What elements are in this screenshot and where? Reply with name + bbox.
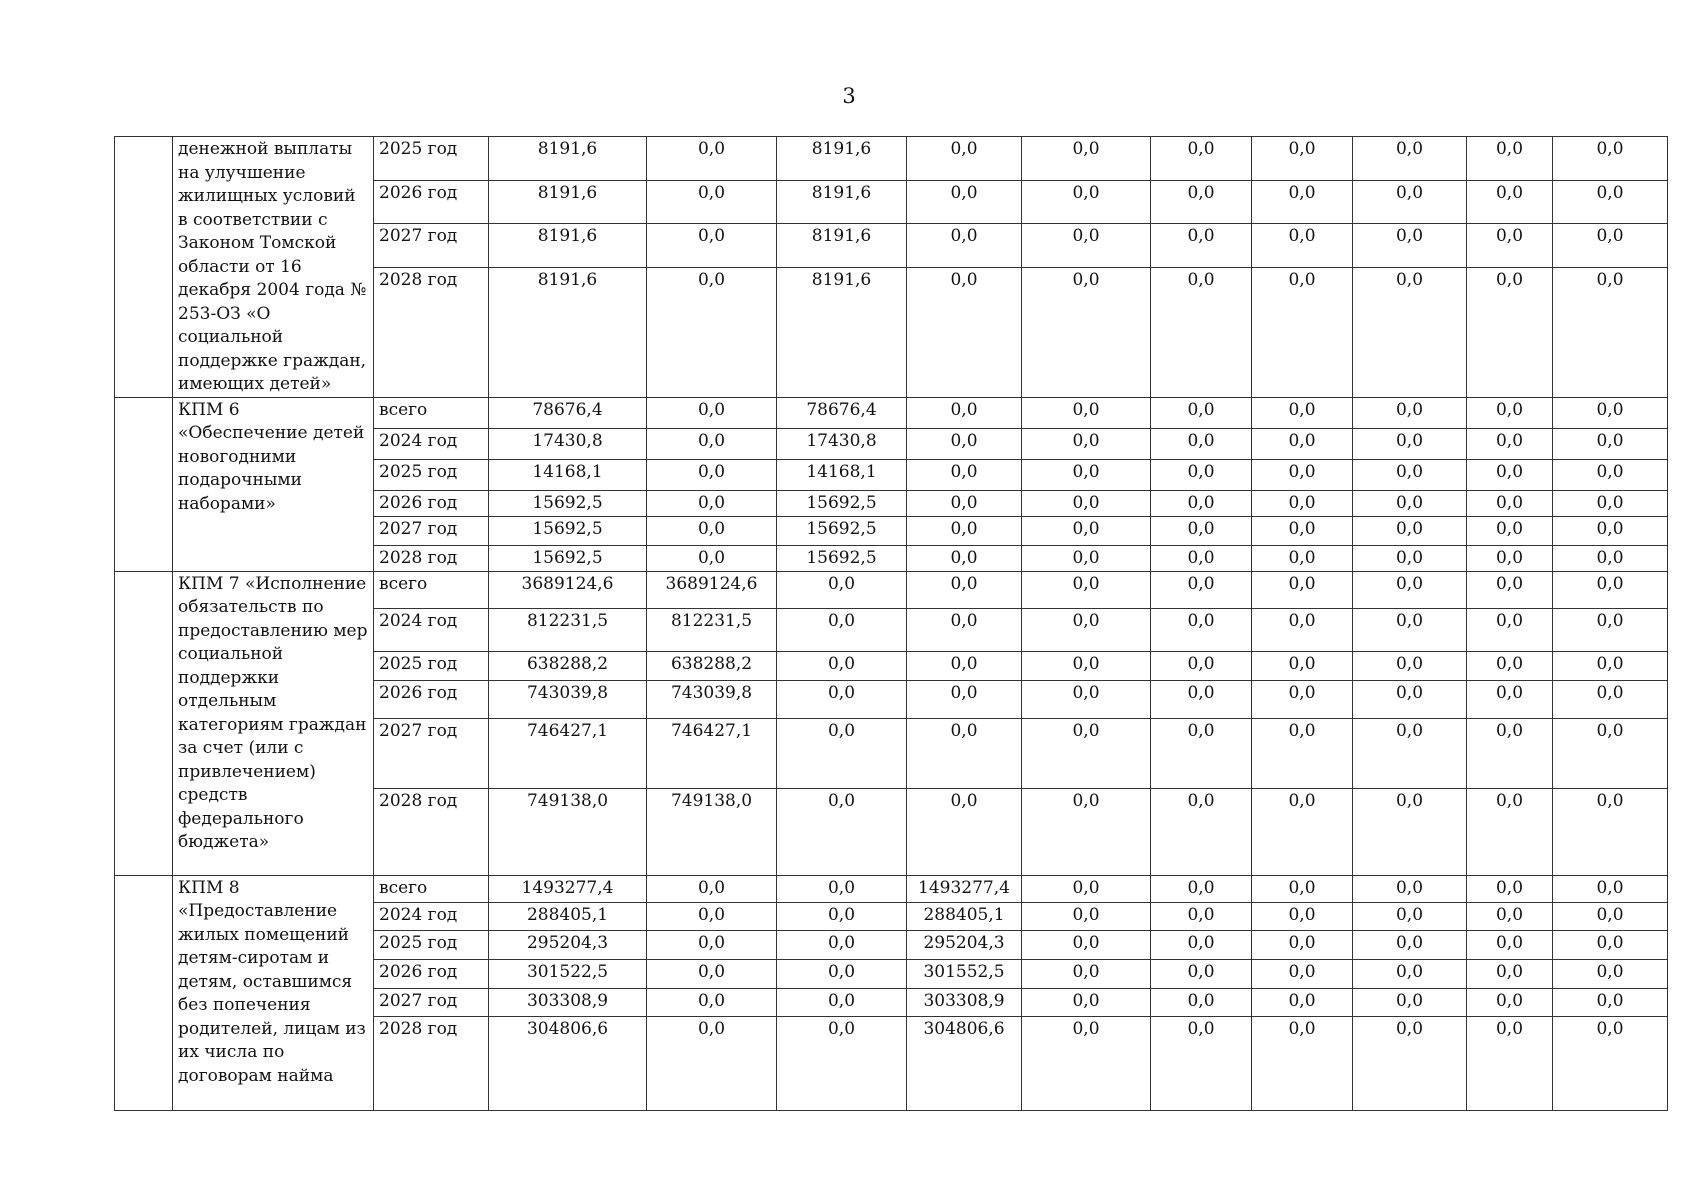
value-cell: 0,0	[1467, 571, 1553, 608]
program-name-cell: КПМ 7 «Исполнение обязательств по предоставлению мер социальной поддержки отдельным категориям граждан за счет (или с привлечением) средств федерального бюджета»	[173, 571, 374, 875]
value-cell: 0,0	[1467, 459, 1553, 490]
value-cell: 0,0	[1553, 930, 1668, 959]
period-cell: 2026 год	[374, 490, 489, 516]
period-cell: 2026 год	[374, 180, 489, 224]
value-cell: 746427,1	[489, 718, 647, 788]
value-cell: 0,0	[1553, 1016, 1668, 1110]
value-cell: 0,0	[1467, 267, 1553, 397]
value-cell: 0,0	[1553, 428, 1668, 459]
period-cell: 2025 год	[374, 930, 489, 959]
value-cell: 0,0	[1151, 959, 1252, 988]
value-cell: 8191,6	[489, 137, 647, 181]
value-cell: 0,0	[1022, 608, 1151, 651]
period-cell: 2027 год	[374, 718, 489, 788]
value-cell: 0,0	[1252, 490, 1353, 516]
value-cell: 0,0	[777, 680, 907, 718]
value-cell: 638288,2	[489, 651, 647, 680]
value-cell: 0,0	[1151, 459, 1252, 490]
value-cell: 0,0	[1467, 180, 1553, 224]
period-cell: 2028 год	[374, 267, 489, 397]
value-cell: 15692,5	[489, 545, 647, 571]
value-cell: 0,0	[1467, 718, 1553, 788]
value-cell: 301552,5	[907, 959, 1022, 988]
value-cell: 0,0	[1353, 902, 1467, 930]
value-cell: 0,0	[1353, 137, 1467, 181]
value-cell: 0,0	[647, 959, 777, 988]
value-cell: 0,0	[647, 137, 777, 181]
period-cell: 2025 год	[374, 651, 489, 680]
value-cell: 0,0	[1553, 875, 1668, 902]
program-name-cell: денежной выплаты на улучшение жилищных условий в соответствии с Законом Томской области от 16 декабря 2004 года № 253-ОЗ «О социальной поддержке граждан, имеющих детей»	[173, 137, 374, 398]
page-number: 3	[842, 84, 856, 108]
value-cell: 0,0	[1022, 988, 1151, 1016]
value-cell: 0,0	[907, 545, 1022, 571]
value-cell: 0,0	[1353, 224, 1467, 268]
value-cell: 0,0	[1353, 428, 1467, 459]
value-cell: 0,0	[1553, 180, 1668, 224]
value-cell: 304806,6	[907, 1016, 1022, 1110]
period-cell: 2028 год	[374, 788, 489, 875]
value-cell: 3689124,6	[647, 571, 777, 608]
value-cell: 0,0	[1467, 516, 1553, 545]
value-cell: 0,0	[647, 516, 777, 545]
value-cell: 0,0	[1151, 680, 1252, 718]
value-cell: 8191,6	[777, 224, 907, 268]
value-cell: 0,0	[1022, 224, 1151, 268]
value-cell: 0,0	[1151, 930, 1252, 959]
value-cell: 0,0	[647, 267, 777, 397]
value-cell: 0,0	[1151, 545, 1252, 571]
value-cell: 0,0	[1151, 988, 1252, 1016]
value-cell: 0,0	[1022, 959, 1151, 988]
value-cell: 17430,8	[777, 428, 907, 459]
value-cell: 0,0	[1467, 224, 1553, 268]
value-cell: 0,0	[1467, 397, 1553, 428]
value-cell: 0,0	[1151, 875, 1252, 902]
value-cell: 0,0	[1252, 397, 1353, 428]
value-cell: 0,0	[647, 428, 777, 459]
value-cell: 0,0	[1022, 516, 1151, 545]
value-cell: 0,0	[1553, 516, 1668, 545]
value-cell: 304806,6	[489, 1016, 647, 1110]
value-cell: 0,0	[1353, 397, 1467, 428]
program-name-cell: КПМ 8 «Предоставление жилых помещений детям-сиротам и детям, оставшимся без попечения родителей, лицам из их числа по договорам найма	[173, 875, 374, 1110]
value-cell: 295204,3	[907, 930, 1022, 959]
value-cell: 0,0	[1022, 1016, 1151, 1110]
value-cell: 0,0	[1151, 608, 1252, 651]
value-cell: 0,0	[647, 490, 777, 516]
value-cell: 0,0	[1252, 959, 1353, 988]
value-cell: 638288,2	[647, 651, 777, 680]
value-cell: 78676,4	[777, 397, 907, 428]
value-cell: 0,0	[1467, 875, 1553, 902]
value-cell: 0,0	[1553, 988, 1668, 1016]
value-cell: 0,0	[1467, 902, 1553, 930]
value-cell: 0,0	[1252, 608, 1353, 651]
value-cell: 15692,5	[777, 545, 907, 571]
value-cell: 0,0	[1151, 788, 1252, 875]
value-cell: 288405,1	[907, 902, 1022, 930]
row-number-cell	[115, 875, 173, 1110]
value-cell: 0,0	[1151, 137, 1252, 181]
value-cell: 0,0	[1151, 902, 1252, 930]
value-cell: 0,0	[1467, 959, 1553, 988]
value-cell: 0,0	[1353, 608, 1467, 651]
value-cell: 0,0	[647, 545, 777, 571]
value-cell: 0,0	[1022, 545, 1151, 571]
value-cell: 0,0	[1151, 490, 1252, 516]
value-cell: 0,0	[647, 875, 777, 902]
value-cell: 0,0	[1553, 788, 1668, 875]
value-cell: 0,0	[1022, 571, 1151, 608]
value-cell: 0,0	[777, 875, 907, 902]
value-cell: 0,0	[1022, 651, 1151, 680]
value-cell: 14168,1	[489, 459, 647, 490]
value-cell: 0,0	[1467, 137, 1553, 181]
value-cell: 0,0	[1252, 516, 1353, 545]
value-cell: 0,0	[1467, 788, 1553, 875]
period-cell: 2028 год	[374, 1016, 489, 1110]
value-cell: 0,0	[1022, 397, 1151, 428]
value-cell: 0,0	[1553, 267, 1668, 397]
value-cell: 0,0	[1467, 608, 1553, 651]
value-cell: 0,0	[777, 988, 907, 1016]
value-cell: 0,0	[1553, 224, 1668, 268]
value-cell: 0,0	[1022, 459, 1151, 490]
value-cell: 1493277,4	[489, 875, 647, 902]
period-cell: 2027 год	[374, 516, 489, 545]
value-cell: 295204,3	[489, 930, 647, 959]
table-row	[115, 397, 1668, 428]
value-cell: 0,0	[1252, 267, 1353, 397]
value-cell: 0,0	[1151, 718, 1252, 788]
value-cell: 0,0	[647, 902, 777, 930]
value-cell: 0,0	[1252, 224, 1353, 268]
value-cell: 0,0	[1353, 930, 1467, 959]
value-cell: 0,0	[1252, 902, 1353, 930]
value-cell: 1493277,4	[907, 875, 1022, 902]
value-cell: 0,0	[1252, 428, 1353, 459]
value-cell: 301522,5	[489, 959, 647, 988]
value-cell: 0,0	[1252, 788, 1353, 875]
value-cell: 0,0	[1553, 651, 1668, 680]
value-cell: 0,0	[1151, 428, 1252, 459]
period-cell: 2024 год	[374, 428, 489, 459]
value-cell: 0,0	[777, 930, 907, 959]
value-cell: 749138,0	[489, 788, 647, 875]
value-cell: 0,0	[1353, 959, 1467, 988]
value-cell: 0,0	[1151, 224, 1252, 268]
value-cell: 0,0	[1252, 180, 1353, 224]
value-cell: 0,0	[1151, 571, 1252, 608]
value-cell: 812231,5	[489, 608, 647, 651]
value-cell: 0,0	[1467, 930, 1553, 959]
value-cell: 0,0	[1252, 651, 1353, 680]
value-cell: 0,0	[1353, 180, 1467, 224]
value-cell: 15692,5	[489, 490, 647, 516]
value-cell: 0,0	[907, 459, 1022, 490]
value-cell: 0,0	[1553, 490, 1668, 516]
period-cell: 2024 год	[374, 608, 489, 651]
period-cell: 2024 год	[374, 902, 489, 930]
value-cell: 0,0	[907, 718, 1022, 788]
value-cell: 0,0	[1022, 718, 1151, 788]
value-cell: 78676,4	[489, 397, 647, 428]
row-number-cell	[115, 571, 173, 875]
value-cell: 8191,6	[777, 267, 907, 397]
value-cell: 303308,9	[907, 988, 1022, 1016]
value-cell: 15692,5	[777, 490, 907, 516]
table-row	[115, 571, 1668, 608]
value-cell: 0,0	[1353, 571, 1467, 608]
value-cell: 0,0	[1151, 267, 1252, 397]
value-cell: 0,0	[647, 180, 777, 224]
value-cell: 0,0	[777, 959, 907, 988]
value-cell: 0,0	[1553, 137, 1668, 181]
value-cell: 0,0	[1022, 267, 1151, 397]
value-cell: 0,0	[647, 1016, 777, 1110]
value-cell: 0,0	[777, 651, 907, 680]
value-cell: 0,0	[1353, 490, 1467, 516]
period-cell: 2025 год	[374, 459, 489, 490]
value-cell: 0,0	[1252, 930, 1353, 959]
value-cell: 288405,1	[489, 902, 647, 930]
value-cell: 0,0	[647, 459, 777, 490]
value-cell: 0,0	[777, 1016, 907, 1110]
period-cell: всего	[374, 571, 489, 608]
value-cell: 0,0	[647, 397, 777, 428]
value-cell: 0,0	[647, 988, 777, 1016]
period-cell: 2026 год	[374, 959, 489, 988]
value-cell: 0,0	[1553, 902, 1668, 930]
value-cell: 3689124,6	[489, 571, 647, 608]
value-cell: 0,0	[1467, 651, 1553, 680]
value-cell: 8191,6	[489, 180, 647, 224]
period-cell: всего	[374, 875, 489, 902]
value-cell: 0,0	[1022, 180, 1151, 224]
period-cell: 2025 год	[374, 137, 489, 181]
table-row	[115, 137, 1668, 181]
value-cell: 749138,0	[647, 788, 777, 875]
value-cell: 0,0	[1467, 988, 1553, 1016]
budget-table	[114, 136, 1668, 1111]
value-cell: 0,0	[1467, 680, 1553, 718]
value-cell: 0,0	[1151, 180, 1252, 224]
value-cell: 0,0	[1553, 680, 1668, 718]
value-cell: 0,0	[1467, 428, 1553, 459]
value-cell: 0,0	[1252, 137, 1353, 181]
value-cell: 0,0	[1022, 490, 1151, 516]
value-cell: 8191,6	[777, 137, 907, 181]
value-cell: 0,0	[907, 267, 1022, 397]
value-cell: 0,0	[1353, 651, 1467, 680]
value-cell: 0,0	[1022, 902, 1151, 930]
value-cell: 15692,5	[489, 516, 647, 545]
value-cell: 0,0	[1353, 516, 1467, 545]
value-cell: 0,0	[907, 428, 1022, 459]
value-cell: 0,0	[647, 224, 777, 268]
value-cell: 303308,9	[489, 988, 647, 1016]
value-cell: 0,0	[777, 788, 907, 875]
value-cell: 0,0	[907, 490, 1022, 516]
value-cell: 0,0	[1252, 875, 1353, 902]
value-cell: 0,0	[777, 718, 907, 788]
period-cell: 2026 год	[374, 680, 489, 718]
value-cell: 0,0	[1252, 459, 1353, 490]
value-cell: 0,0	[1151, 651, 1252, 680]
value-cell: 0,0	[1467, 490, 1553, 516]
value-cell: 14168,1	[777, 459, 907, 490]
value-cell: 0,0	[1353, 1016, 1467, 1110]
value-cell: 0,0	[1353, 267, 1467, 397]
value-cell: 0,0	[1553, 608, 1668, 651]
value-cell: 0,0	[1353, 988, 1467, 1016]
value-cell: 0,0	[647, 930, 777, 959]
value-cell: 0,0	[1252, 718, 1353, 788]
value-cell: 17430,8	[489, 428, 647, 459]
value-cell: 0,0	[1151, 516, 1252, 545]
value-cell: 0,0	[1353, 680, 1467, 718]
value-cell: 0,0	[1022, 680, 1151, 718]
period-cell: 2027 год	[374, 988, 489, 1016]
value-cell: 0,0	[777, 902, 907, 930]
value-cell: 0,0	[907, 571, 1022, 608]
value-cell: 743039,8	[489, 680, 647, 718]
value-cell: 0,0	[1022, 428, 1151, 459]
value-cell: 0,0	[1467, 545, 1553, 571]
value-cell: 0,0	[1022, 788, 1151, 875]
value-cell: 0,0	[1553, 459, 1668, 490]
value-cell: 0,0	[907, 608, 1022, 651]
value-cell: 15692,5	[777, 516, 907, 545]
value-cell: 0,0	[1022, 930, 1151, 959]
value-cell: 0,0	[1553, 959, 1668, 988]
value-cell: 0,0	[1553, 397, 1668, 428]
table-row	[115, 875, 1668, 902]
value-cell: 743039,8	[647, 680, 777, 718]
program-name-cell: КПМ 6 «Обеспечение детей новогодними подарочными наборами»	[173, 397, 374, 571]
value-cell: 0,0	[777, 608, 907, 651]
value-cell: 0,0	[907, 680, 1022, 718]
value-cell: 0,0	[907, 788, 1022, 875]
value-cell: 0,0	[907, 651, 1022, 680]
value-cell: 0,0	[1467, 1016, 1553, 1110]
value-cell: 0,0	[1252, 680, 1353, 718]
value-cell: 8191,6	[489, 224, 647, 268]
value-cell: 0,0	[907, 516, 1022, 545]
value-cell: 0,0	[907, 137, 1022, 181]
value-cell: 0,0	[1553, 545, 1668, 571]
value-cell: 0,0	[1353, 788, 1467, 875]
value-cell: 0,0	[1022, 137, 1151, 181]
value-cell: 0,0	[1553, 571, 1668, 608]
period-cell: 2027 год	[374, 224, 489, 268]
value-cell: 0,0	[907, 180, 1022, 224]
value-cell: 0,0	[1252, 988, 1353, 1016]
row-number-cell	[115, 137, 173, 398]
value-cell: 0,0	[1353, 459, 1467, 490]
table-body	[115, 137, 1668, 1111]
value-cell: 0,0	[1151, 397, 1252, 428]
value-cell: 0,0	[1022, 875, 1151, 902]
value-cell: 8191,6	[489, 267, 647, 397]
value-cell: 0,0	[1252, 571, 1353, 608]
value-cell: 0,0	[1353, 718, 1467, 788]
value-cell: 0,0	[1151, 1016, 1252, 1110]
value-cell: 8191,6	[777, 180, 907, 224]
value-cell: 812231,5	[647, 608, 777, 651]
value-cell: 0,0	[907, 397, 1022, 428]
value-cell: 0,0	[1252, 545, 1353, 571]
value-cell: 0,0	[1353, 875, 1467, 902]
row-number-cell	[115, 397, 173, 571]
period-cell: 2028 год	[374, 545, 489, 571]
value-cell: 0,0	[777, 571, 907, 608]
period-cell: всего	[374, 397, 489, 428]
value-cell: 0,0	[1252, 1016, 1353, 1110]
value-cell: 0,0	[1553, 718, 1668, 788]
value-cell: 0,0	[907, 224, 1022, 268]
value-cell: 746427,1	[647, 718, 777, 788]
value-cell: 0,0	[1353, 545, 1467, 571]
